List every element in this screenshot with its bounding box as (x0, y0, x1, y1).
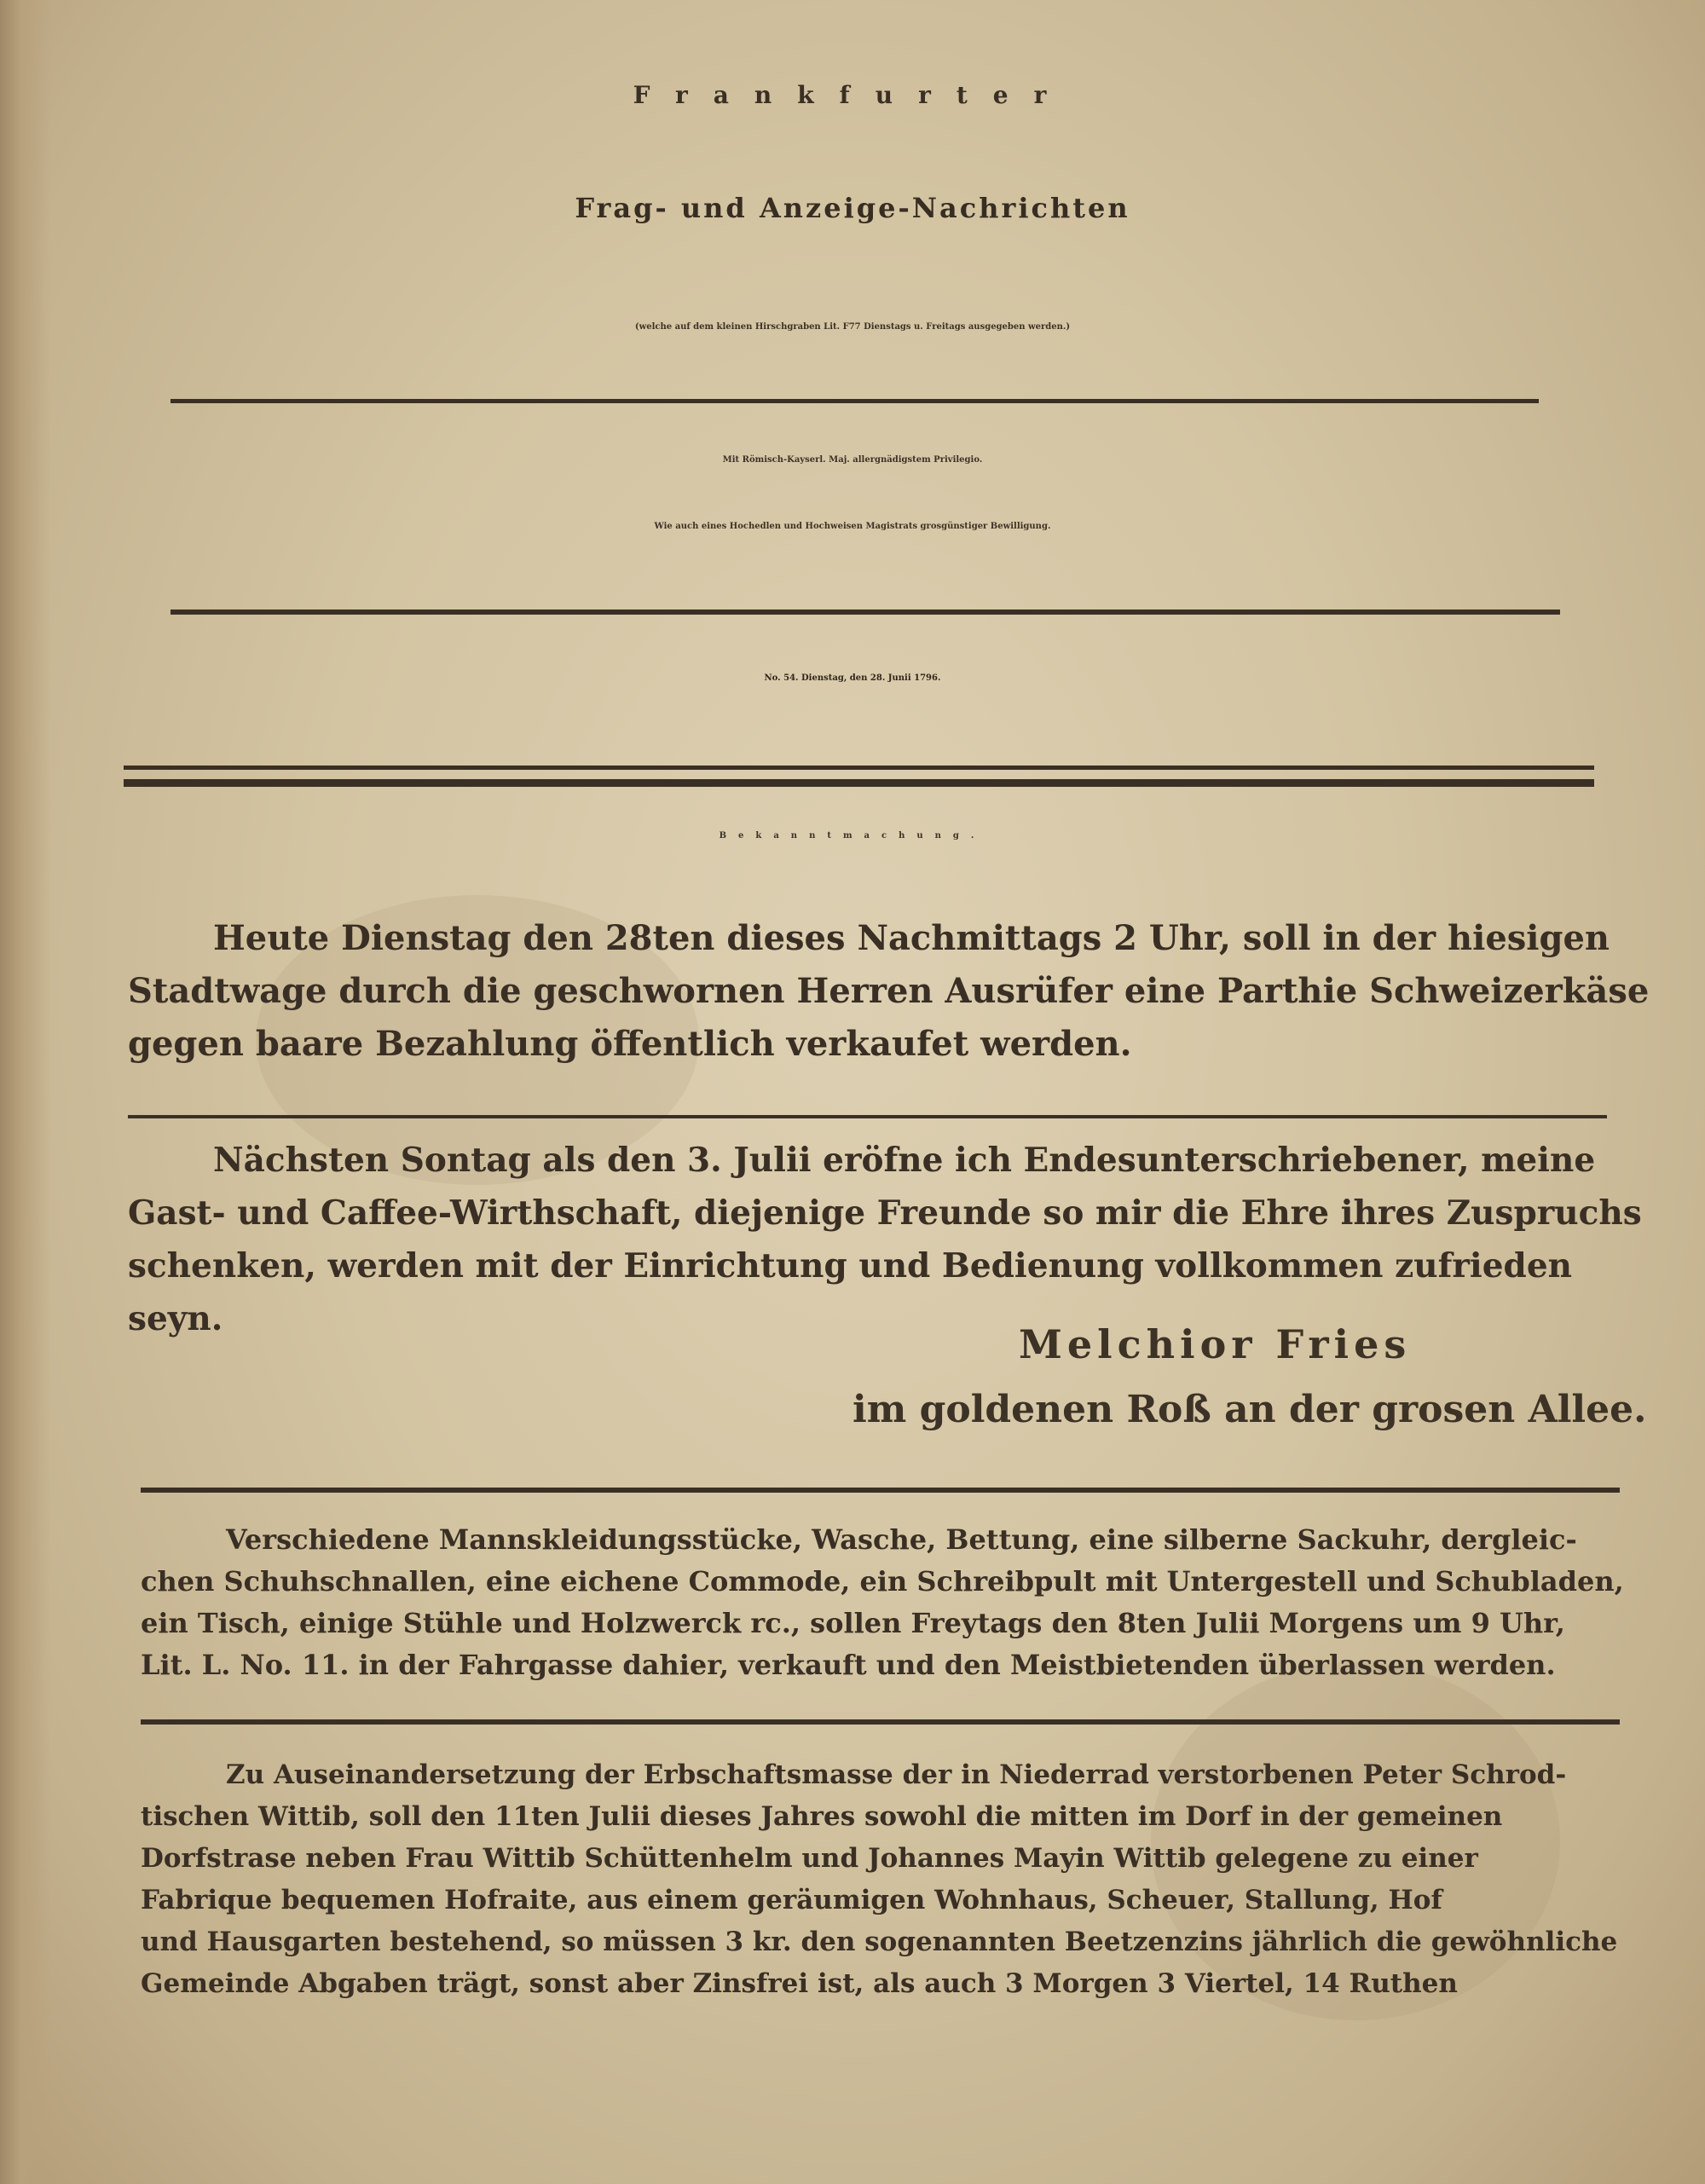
masthead-title-line1: Frankfurter (633, 81, 1072, 109)
notice1-line: Stadtwage durch die geschwornen Herren Ausrüfer eine Parthie Schweizerkäse (128, 971, 1650, 1011)
notice4-line: Gemeinde Abgaben trägt, sonst aber Zinsfrei ist, als auch 3 Morgen 3 Viertel, 14 Ruthen (141, 1968, 1458, 1999)
notice4-line: Dorfstrase neben Frau Wittib Schüttenhelm und Johannes Mayin Wittib gelegene zu einer (141, 1843, 1478, 1874)
privilege-line1: Mit Römisch-Kayserl. Maj. allergnädigstem Privilegio. (722, 455, 983, 465)
notice3-line: Lit. L. No. 11. in der Fahrgasse dahier, verkauft und den Meistbietenden überlassen werden. (141, 1649, 1556, 1681)
notice1-line: gegen baare Bezahlung öffentlich verkaufet werden. (128, 1024, 1132, 1064)
divider-rule-double-top (124, 766, 1594, 770)
masthead-subtitle: (welche auf dem kleinen Hirschgraben Lit. F77 Dienstags u. Freitags ausgegeben werden.) (634, 322, 1071, 332)
notice-heading: Bekanntmachung. (719, 831, 986, 841)
notice1-text (128, 912, 1649, 1071)
notice3-line: ein Tisch, einige Stühle und Holzwerck rc., sollen Freytags den 8ten Julii Morgens um 9 Uhr, (141, 1607, 1565, 1639)
notice2-text (128, 1134, 1642, 1345)
notice4-line: und Hausgarten bestehend, so müssen 3 kr. den sogenannten Beetzenzins jährlich die gewöhnliche (141, 1927, 1618, 1957)
notice4-line: tischen Wittib, soll den 11ten Julii dieses Jahres sowohl die mitten im Dorf in der gemeinen (141, 1801, 1503, 1832)
notice4-line: Zu Auseinandersetzung der Erbschaftsmasse der in Niederrad verstorbenen Peter Schrod- (226, 1759, 1567, 1790)
notice2-line: Gast- und Caffee-Wirthschaft, diejenige Freunde so mir die Ehre ihres Zuspruchs (128, 1193, 1642, 1233)
notice3-text (141, 1519, 1624, 1686)
divider-rule (170, 399, 1539, 403)
divider-rule (141, 1488, 1620, 1493)
notice1-line: Heute Dienstag den 28ten dieses Nachmittags 2 Uhr, soll in der hiesigen (213, 918, 1610, 958)
issue-line: No. 54. Dienstag, den 28. Junii 1796. (764, 673, 941, 683)
divider-rule-double-bottom (124, 779, 1594, 787)
notice2-line: Nächsten Sontag als den 3. Julii eröfne ich Endesunterschriebener, meine (213, 1141, 1596, 1180)
notice2-line: schenken, werden mit der Einrichtung und Bedienung vollkommen zufrieden (128, 1246, 1572, 1286)
notice2-line: seyn. (128, 1299, 223, 1338)
masthead-title-line2: Frag- und Anzeige-Nachrichten (575, 192, 1130, 224)
notice3-line: chen Schuhschnallen, eine eichene Commode, ein Schreibpult mit Untergestell und Schubladen, (141, 1565, 1624, 1598)
privilege-line2: Wie auch eines Hochedlen und Hochweisen Magistrats grosgünstiger Bewilligung. (654, 522, 1051, 531)
notice3-line: Verschiedene Mannskleidungsstücke, Wasche, Bettung, eine silberne Sackuhr, dergleic- (226, 1523, 1577, 1556)
notice4-text (141, 1754, 1617, 2005)
divider-rule (128, 1115, 1607, 1118)
divider-rule (141, 1719, 1620, 1725)
signature-name: Melchior Fries (1019, 1321, 1412, 1367)
divider-rule (170, 610, 1560, 615)
notice4-line: Fabrique bequemen Hofraite, aus einem geräumigen Wohnhaus, Scheuer, Stallung, Hof (141, 1885, 1442, 1915)
signature-place: im goldenen Roß an der grosen Allee. (852, 1388, 1647, 1431)
